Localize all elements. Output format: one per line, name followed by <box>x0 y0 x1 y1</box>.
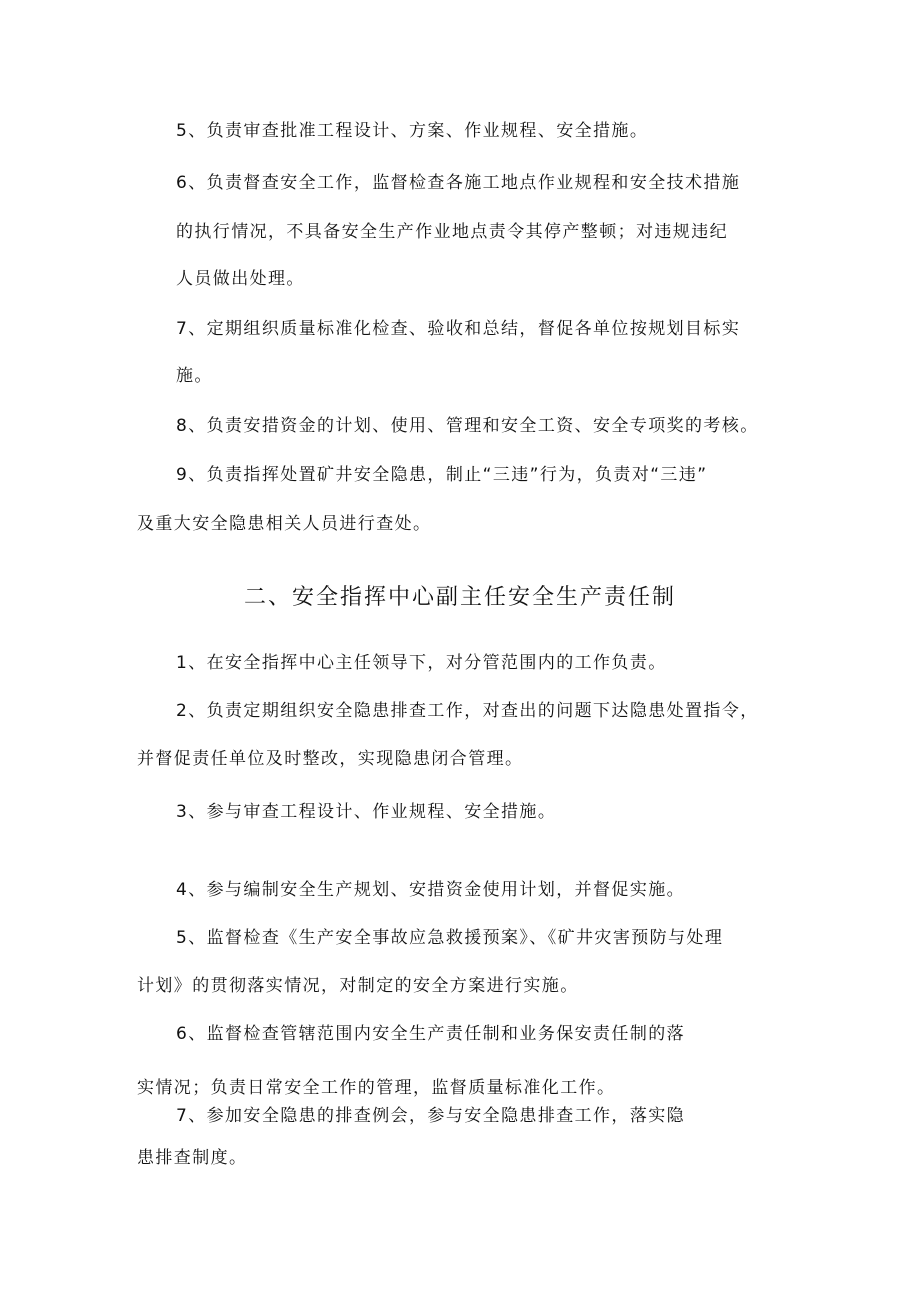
s2-item-3-text: 3、参与审查工程设计、作业规程、安全措施。 <box>176 802 557 822</box>
item-7-line-2: 施。 <box>176 366 213 386</box>
s2-item-6-line-1: 6、监督检查管辖范围内安全生产责任制和业务保安责任制的落 <box>176 1024 686 1044</box>
s2-item-2-line-2: 并督促责任单位及时整改，实现隐患闭合管理。 <box>137 749 524 769</box>
s2-item-7-line-2: 患排查制度。 <box>137 1148 248 1168</box>
item-9-line-2: 及重大安全隐患相关人员进行查处。 <box>137 514 432 534</box>
item-6-line-2: 的执行情况，不具备安全生产作业地点责令其停产整顿；对违规违纪 <box>176 222 728 242</box>
s2-item-5-line-1: 5、监督检查《生产安全事故应急救援预案》、《矿井灾害预防与处理 <box>176 928 724 948</box>
s2-item-6-line-2: 实情况；负责日常安全工作的管理，监督质量标准化工作。 <box>137 1078 616 1098</box>
item-7-line-1: 7、定期组织质量标准化检查、验收和总结，督促各单位按规划目标实 <box>176 319 741 339</box>
item-6-line-1: 6、负责督查安全工作，监督检查各施工地点作业规程和安全技术措施 <box>176 173 741 193</box>
s2-item-7-line-1: 7、参加安全隐患的排查例会，参与安全隐患排查工作，落实隐 <box>176 1106 686 1126</box>
s2-item-2-line-1: 2、负责定期组织安全隐患排查工作，对查出的问题下达隐患处置指令， <box>176 701 759 721</box>
item-8-text: 8、负责安措资金的计划、使用、管理和安全工资、安全专项奖的考核。 <box>176 416 759 436</box>
s2-item-5-line-2: 计划》的贯彻落实情况，对制定的安全方案进行实施。 <box>137 976 579 996</box>
section-2-title: 二、安全指挥中心副主任安全生产责任制 <box>243 585 676 610</box>
s2-item-4-text: 4、参与编制安全生产规划、安措资金使用计划，并督促实施。 <box>176 880 686 900</box>
item-5-text: 5、负责审查批准工程设计、方案、作业规程、安全措施。 <box>176 121 649 141</box>
item-6-line-3: 人员做出处理。 <box>176 269 305 289</box>
s2-item-1-text: 1、在安全指挥中心主任领导下，对分管范围内的工作负责。 <box>176 653 667 673</box>
item-9-line-1: 9、负责指挥处置矿井安全隐患，制止“三违”行为，负责对“三违” <box>176 465 708 485</box>
